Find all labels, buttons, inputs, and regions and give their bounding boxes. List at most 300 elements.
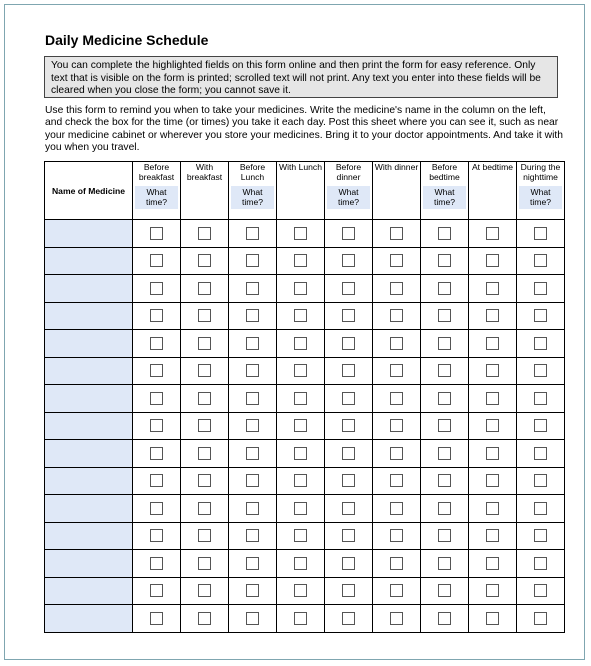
time-checkbox[interactable] xyxy=(198,337,211,350)
checkbox-cell xyxy=(277,302,325,330)
time-checkbox[interactable] xyxy=(294,364,307,377)
time-checkbox[interactable] xyxy=(438,282,451,295)
time-checkbox[interactable] xyxy=(246,364,259,377)
time-checkbox[interactable] xyxy=(294,282,307,295)
checkbox-cell xyxy=(181,412,229,440)
checkbox-cell xyxy=(277,247,325,275)
medicine-name-field[interactable] xyxy=(45,550,133,578)
table-row xyxy=(45,440,565,468)
time-checkbox[interactable] xyxy=(150,557,163,570)
time-checkbox[interactable] xyxy=(534,502,547,515)
checkbox-cell xyxy=(325,605,373,633)
time-checkbox[interactable] xyxy=(534,392,547,405)
time-checkbox[interactable] xyxy=(534,337,547,350)
checkbox-cell xyxy=(421,577,469,605)
time-checkbox[interactable] xyxy=(150,227,163,240)
checkbox-cell xyxy=(373,440,421,468)
time-checkbox[interactable] xyxy=(342,557,355,570)
checkbox-cell xyxy=(517,467,565,495)
checkbox-cell xyxy=(133,440,181,468)
checkbox-cell xyxy=(229,412,277,440)
table-row xyxy=(45,495,565,523)
checkbox-cell xyxy=(133,605,181,633)
time-checkbox[interactable] xyxy=(294,584,307,597)
column-header xyxy=(517,162,565,220)
checkbox-cell xyxy=(229,302,277,330)
time-checkbox[interactable] xyxy=(438,392,451,405)
time-checkbox[interactable] xyxy=(534,227,547,240)
checkbox-cell xyxy=(133,220,181,248)
time-checkbox[interactable] xyxy=(246,227,259,240)
checkbox-cell xyxy=(469,385,517,413)
checkbox-cell xyxy=(421,275,469,303)
time-checkbox[interactable] xyxy=(150,392,163,405)
checkbox-cell xyxy=(229,605,277,633)
column-header xyxy=(373,162,421,220)
time-checkbox[interactable] xyxy=(198,612,211,625)
medicine-name-field[interactable] xyxy=(45,522,133,550)
table-row xyxy=(45,330,565,358)
time-checkbox[interactable] xyxy=(198,447,211,460)
checkbox-cell xyxy=(373,385,421,413)
checkbox-cell xyxy=(421,247,469,275)
medicine-name-field[interactable] xyxy=(45,357,133,385)
checkbox-cell xyxy=(277,330,325,358)
checkbox-cell xyxy=(229,275,277,303)
time-checkbox[interactable] xyxy=(342,612,355,625)
checkbox-cell xyxy=(325,302,373,330)
time-checkbox[interactable] xyxy=(342,309,355,322)
medicine-name-field[interactable] xyxy=(45,467,133,495)
medicine-name-field[interactable] xyxy=(45,577,133,605)
page-frame xyxy=(4,4,585,660)
checkbox-cell xyxy=(421,385,469,413)
table-row xyxy=(45,550,565,578)
time-checkbox[interactable] xyxy=(390,584,403,597)
checkbox-cell xyxy=(469,247,517,275)
time-checkbox[interactable] xyxy=(390,474,403,487)
column-header xyxy=(469,162,517,220)
time-checkbox[interactable] xyxy=(486,309,499,322)
what-time-field[interactable]: What time? xyxy=(423,186,466,209)
medicine-name-field[interactable] xyxy=(45,330,133,358)
checkbox-cell xyxy=(373,330,421,358)
what-time-field[interactable]: What time? xyxy=(327,186,370,209)
what-time-field[interactable]: What time? xyxy=(519,186,562,209)
time-checkbox[interactable] xyxy=(246,282,259,295)
checkbox-cell xyxy=(229,522,277,550)
time-checkbox[interactable] xyxy=(246,557,259,570)
checkbox-cell xyxy=(421,440,469,468)
time-checkbox[interactable] xyxy=(486,474,499,487)
time-checkbox[interactable] xyxy=(342,584,355,597)
column-header-label: With Lunch xyxy=(279,162,322,172)
time-checkbox[interactable] xyxy=(390,529,403,542)
checkbox-cell xyxy=(373,550,421,578)
time-checkbox[interactable] xyxy=(390,227,403,240)
table-row xyxy=(45,467,565,495)
checkbox-cell xyxy=(181,302,229,330)
time-checkbox[interactable] xyxy=(438,557,451,570)
time-checkbox[interactable] xyxy=(198,254,211,267)
checkbox-cell xyxy=(277,522,325,550)
checkbox-cell xyxy=(133,550,181,578)
time-checkbox[interactable] xyxy=(342,529,355,542)
time-checkbox[interactable] xyxy=(534,529,547,542)
time-checkbox[interactable] xyxy=(438,529,451,542)
time-checkbox[interactable] xyxy=(534,584,547,597)
checkbox-cell xyxy=(517,357,565,385)
time-checkbox[interactable] xyxy=(246,392,259,405)
checkbox-cell xyxy=(229,247,277,275)
checkbox-cell xyxy=(517,550,565,578)
checkbox-cell xyxy=(181,357,229,385)
time-checkbox[interactable] xyxy=(534,309,547,322)
time-checkbox[interactable] xyxy=(534,557,547,570)
checkbox-cell xyxy=(181,577,229,605)
checkbox-cell xyxy=(373,577,421,605)
checkbox-cell xyxy=(421,550,469,578)
time-checkbox[interactable] xyxy=(534,254,547,267)
time-checkbox[interactable] xyxy=(294,529,307,542)
checkbox-cell xyxy=(181,495,229,523)
column-header-label: Before breakfast xyxy=(138,162,175,182)
time-checkbox[interactable] xyxy=(342,364,355,377)
medicine-name-field[interactable] xyxy=(45,302,133,330)
time-checkbox[interactable] xyxy=(438,337,451,350)
checkbox-cell xyxy=(325,385,373,413)
checkbox-cell xyxy=(373,522,421,550)
time-checkbox[interactable] xyxy=(438,502,451,515)
time-checkbox[interactable] xyxy=(294,447,307,460)
checkbox-cell xyxy=(325,577,373,605)
time-checkbox[interactable] xyxy=(390,502,403,515)
time-checkbox[interactable] xyxy=(486,282,499,295)
time-checkbox[interactable] xyxy=(486,419,499,432)
checkbox-cell xyxy=(325,467,373,495)
checkbox-cell xyxy=(181,330,229,358)
table-row xyxy=(45,220,565,248)
time-checkbox[interactable] xyxy=(486,529,499,542)
time-checkbox[interactable] xyxy=(198,474,211,487)
medicine-name-field[interactable] xyxy=(45,247,133,275)
time-checkbox[interactable] xyxy=(438,309,451,322)
time-checkbox[interactable] xyxy=(150,447,163,460)
time-checkbox[interactable] xyxy=(390,557,403,570)
time-checkbox[interactable] xyxy=(198,557,211,570)
checkbox-cell xyxy=(469,522,517,550)
checkbox-cell xyxy=(517,330,565,358)
time-checkbox[interactable] xyxy=(342,392,355,405)
checkbox-cell xyxy=(517,577,565,605)
checkbox-cell xyxy=(421,495,469,523)
checkbox-cell xyxy=(421,330,469,358)
time-checkbox[interactable] xyxy=(486,392,499,405)
time-checkbox[interactable] xyxy=(198,364,211,377)
checkbox-cell xyxy=(277,605,325,633)
medicine-name-field[interactable] xyxy=(45,605,133,633)
checkbox-cell xyxy=(517,247,565,275)
time-checkbox[interactable] xyxy=(534,447,547,460)
time-checkbox[interactable] xyxy=(390,392,403,405)
checkbox-cell xyxy=(325,550,373,578)
table-row xyxy=(45,605,565,633)
what-time-field[interactable]: What time? xyxy=(135,186,178,209)
time-checkbox[interactable] xyxy=(150,337,163,350)
time-checkbox[interactable] xyxy=(198,282,211,295)
checkbox-cell xyxy=(229,495,277,523)
checkbox-cell xyxy=(517,302,565,330)
checkbox-cell xyxy=(325,440,373,468)
checkbox-cell xyxy=(277,385,325,413)
time-checkbox[interactable] xyxy=(342,227,355,240)
time-checkbox[interactable] xyxy=(246,254,259,267)
checkbox-cell xyxy=(517,412,565,440)
time-checkbox[interactable] xyxy=(390,419,403,432)
medicine-name-field[interactable] xyxy=(45,412,133,440)
time-checkbox[interactable] xyxy=(486,227,499,240)
checkbox-cell xyxy=(133,330,181,358)
time-checkbox[interactable] xyxy=(390,337,403,350)
time-checkbox[interactable] xyxy=(534,364,547,377)
checkbox-cell xyxy=(421,302,469,330)
checkbox-cell xyxy=(469,330,517,358)
column-header xyxy=(325,162,373,220)
checkbox-cell xyxy=(325,412,373,440)
checkbox-cell xyxy=(421,357,469,385)
time-checkbox[interactable] xyxy=(294,254,307,267)
checkbox-cell xyxy=(277,357,325,385)
time-checkbox[interactable] xyxy=(246,337,259,350)
time-checkbox[interactable] xyxy=(486,337,499,350)
checkbox-cell xyxy=(181,220,229,248)
time-checkbox[interactable] xyxy=(438,474,451,487)
time-checkbox[interactable] xyxy=(246,309,259,322)
time-checkbox[interactable] xyxy=(534,282,547,295)
time-checkbox[interactable] xyxy=(438,612,451,625)
time-checkbox[interactable] xyxy=(486,254,499,267)
checkbox-cell xyxy=(517,220,565,248)
checkbox-cell xyxy=(421,412,469,440)
time-checkbox[interactable] xyxy=(150,502,163,515)
checkbox-cell xyxy=(133,302,181,330)
time-checkbox[interactable] xyxy=(342,502,355,515)
medicine-name-field[interactable] xyxy=(45,440,133,468)
column-header-label: Before Lunch xyxy=(239,162,266,182)
time-checkbox[interactable] xyxy=(342,282,355,295)
checkbox-cell xyxy=(229,550,277,578)
checkbox-cell xyxy=(325,220,373,248)
checkbox-cell xyxy=(133,275,181,303)
checkbox-cell xyxy=(517,522,565,550)
time-checkbox[interactable] xyxy=(486,502,499,515)
checkbox-cell xyxy=(373,247,421,275)
time-checkbox[interactable] xyxy=(294,502,307,515)
schedule-table xyxy=(44,161,565,633)
time-checkbox[interactable] xyxy=(342,419,355,432)
checkbox-cell xyxy=(373,302,421,330)
checkbox-cell xyxy=(133,577,181,605)
name-of-medicine-header: Name of Medicine xyxy=(45,162,133,220)
checkbox-cell xyxy=(373,275,421,303)
time-checkbox[interactable] xyxy=(342,337,355,350)
time-checkbox[interactable] xyxy=(246,612,259,625)
time-checkbox[interactable] xyxy=(486,612,499,625)
time-checkbox[interactable] xyxy=(150,474,163,487)
checkbox-cell xyxy=(373,605,421,633)
time-checkbox[interactable] xyxy=(390,254,403,267)
column-header-label: With dinner xyxy=(374,162,419,172)
checkbox-cell xyxy=(469,357,517,385)
schedule-body xyxy=(45,220,565,633)
time-checkbox[interactable] xyxy=(198,584,211,597)
time-checkbox[interactable] xyxy=(486,584,499,597)
time-checkbox[interactable] xyxy=(150,584,163,597)
time-checkbox[interactable] xyxy=(342,447,355,460)
time-checkbox[interactable] xyxy=(294,557,307,570)
checkbox-cell xyxy=(469,550,517,578)
time-checkbox[interactable] xyxy=(294,392,307,405)
medicine-name-field[interactable] xyxy=(45,275,133,303)
time-checkbox[interactable] xyxy=(534,474,547,487)
checkbox-cell xyxy=(469,440,517,468)
time-checkbox[interactable] xyxy=(198,419,211,432)
time-checkbox[interactable] xyxy=(390,447,403,460)
checkbox-cell xyxy=(181,385,229,413)
time-checkbox[interactable] xyxy=(198,529,211,542)
checkbox-cell xyxy=(133,357,181,385)
time-checkbox[interactable] xyxy=(150,364,163,377)
checkbox-cell xyxy=(133,467,181,495)
time-checkbox[interactable] xyxy=(390,282,403,295)
checkbox-cell xyxy=(277,440,325,468)
time-checkbox[interactable] xyxy=(438,364,451,377)
time-checkbox[interactable] xyxy=(246,584,259,597)
column-header-label: During the nighttime xyxy=(520,162,561,182)
checkbox-cell xyxy=(469,412,517,440)
checkbox-cell xyxy=(133,385,181,413)
column-header xyxy=(421,162,469,220)
checkbox-cell xyxy=(181,440,229,468)
checkbox-cell xyxy=(133,247,181,275)
time-checkbox[interactable] xyxy=(294,337,307,350)
checkbox-cell xyxy=(277,467,325,495)
time-checkbox[interactable] xyxy=(198,392,211,405)
column-header-label: At bedtime xyxy=(471,162,514,172)
time-checkbox[interactable] xyxy=(294,419,307,432)
checkbox-cell xyxy=(421,467,469,495)
time-checkbox[interactable] xyxy=(150,254,163,267)
time-checkbox[interactable] xyxy=(438,447,451,460)
table-row xyxy=(45,275,565,303)
time-checkbox[interactable] xyxy=(294,309,307,322)
time-checkbox[interactable] xyxy=(246,447,259,460)
time-checkbox[interactable] xyxy=(294,227,307,240)
checkbox-cell xyxy=(181,275,229,303)
checkbox-cell xyxy=(373,495,421,523)
time-checkbox[interactable] xyxy=(246,474,259,487)
time-checkbox[interactable] xyxy=(390,364,403,377)
column-header xyxy=(133,162,181,220)
time-checkbox[interactable] xyxy=(486,364,499,377)
checkbox-cell xyxy=(517,495,565,523)
time-checkbox[interactable] xyxy=(486,447,499,460)
checkbox-cell xyxy=(517,385,565,413)
checkbox-cell xyxy=(133,412,181,440)
form-title: Daily Medicine Schedule xyxy=(45,32,209,48)
time-checkbox[interactable] xyxy=(294,612,307,625)
checkbox-cell xyxy=(229,577,277,605)
checkbox-cell xyxy=(181,605,229,633)
checkbox-cell xyxy=(277,412,325,440)
time-checkbox[interactable] xyxy=(150,529,163,542)
time-checkbox[interactable] xyxy=(390,612,403,625)
checkbox-cell xyxy=(469,577,517,605)
medicine-name-field[interactable] xyxy=(45,385,133,413)
checkbox-cell xyxy=(229,385,277,413)
checkbox-cell xyxy=(277,577,325,605)
table-row xyxy=(45,247,565,275)
time-checkbox[interactable] xyxy=(198,502,211,515)
time-checkbox[interactable] xyxy=(198,227,211,240)
checkbox-cell xyxy=(421,522,469,550)
checkbox-cell xyxy=(277,550,325,578)
time-checkbox[interactable] xyxy=(294,474,307,487)
column-header-label: Before dinner xyxy=(335,162,362,182)
checkbox-cell xyxy=(421,605,469,633)
column-header-label: Before bedtime xyxy=(429,162,460,182)
time-checkbox[interactable] xyxy=(438,584,451,597)
table-row xyxy=(45,522,565,550)
time-checkbox[interactable] xyxy=(150,612,163,625)
time-checkbox[interactable] xyxy=(438,227,451,240)
time-checkbox[interactable] xyxy=(198,309,211,322)
time-checkbox[interactable] xyxy=(534,612,547,625)
checkbox-cell xyxy=(469,605,517,633)
time-checkbox[interactable] xyxy=(342,474,355,487)
checkbox-cell xyxy=(373,357,421,385)
column-header xyxy=(229,162,277,220)
medicine-name-field[interactable] xyxy=(45,495,133,523)
header-row xyxy=(45,162,565,220)
time-checkbox[interactable] xyxy=(150,419,163,432)
time-checkbox[interactable] xyxy=(150,282,163,295)
checkbox-cell xyxy=(277,495,325,523)
checkbox-cell xyxy=(229,330,277,358)
time-checkbox[interactable] xyxy=(246,502,259,515)
checkbox-cell xyxy=(277,275,325,303)
time-checkbox[interactable] xyxy=(342,254,355,267)
table-row xyxy=(45,412,565,440)
time-checkbox[interactable] xyxy=(246,419,259,432)
table-row xyxy=(45,357,565,385)
what-time-field[interactable]: What time? xyxy=(231,186,274,209)
checkbox-cell xyxy=(517,605,565,633)
column-header xyxy=(181,162,229,220)
time-checkbox[interactable] xyxy=(150,309,163,322)
checkbox-cell xyxy=(469,275,517,303)
checkbox-cell xyxy=(373,467,421,495)
time-checkbox[interactable] xyxy=(438,419,451,432)
time-checkbox[interactable] xyxy=(438,254,451,267)
time-checkbox[interactable] xyxy=(534,419,547,432)
checkbox-cell xyxy=(229,357,277,385)
checkbox-cell xyxy=(133,522,181,550)
time-checkbox[interactable] xyxy=(486,557,499,570)
time-checkbox[interactable] xyxy=(390,309,403,322)
medicine-name-field[interactable] xyxy=(45,220,133,248)
time-checkbox[interactable] xyxy=(246,529,259,542)
